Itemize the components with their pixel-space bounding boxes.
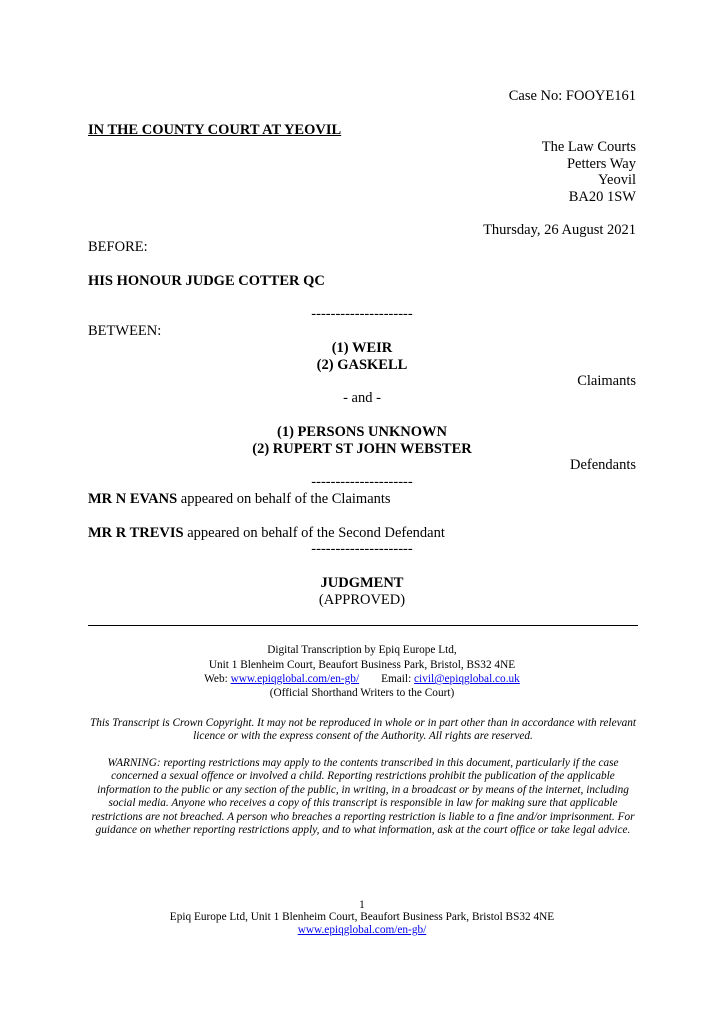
web-link[interactable]: www.epiqglobal.com/en-gb/ [230,673,360,685]
court-address-line: BA20 1SW [568,189,636,205]
footer-company: Epiq Europe Ltd, Unit 1 Blenheim Court, Beaufort Business Park, Bristol BS32 4NE [169,911,555,923]
copyright-notice: This Transcript is Crown Copyright. It may not be reproduced in whole or in part other than in accordance with relevant licence or with the express consent of the Authority. All rights are reserved. [89,717,637,743]
separator: --------------------- [311,541,413,557]
defendant-name: (1) PERSONS UNKNOWN [277,424,447,440]
email-label: Email: [381,673,415,685]
transcription-line: Unit 1 Blenheim Court, Beaufort Business Park, Bristol, BS32 4NE [208,659,516,671]
appearance-claimants [88,491,391,508]
case-number: Case No: FOOYE161 [508,88,636,104]
judge-name: HIS HONOUR JUDGE COTTER QC [88,273,325,289]
footer-link-line [0,923,724,937]
web-label: Web: [204,673,231,685]
appearance-text: appeared on behalf of the Claimants [177,491,391,507]
appearance-defendant [88,525,445,542]
transcription-contact [0,672,724,686]
transcription-line: Digital Transcription by Epiq Europe Ltd, [267,644,457,656]
and-label: - and - [343,390,381,406]
claimant-name: (2) GASKELL [316,357,408,373]
court-address-line: Yeovil [597,172,636,188]
page-number: 1 [359,899,365,911]
transcription-line: (Official Shorthand Writers to the Court) [269,687,455,699]
court-address-line: Petters Way [566,156,636,172]
judgment-status: (APPROVED) [318,592,406,608]
defendants-label: Defendants [569,457,636,473]
email-link[interactable]: civil@epiqglobal.co.uk [414,673,520,685]
separator: --------------------- [311,474,413,490]
between-label: BETWEEN: [88,323,162,339]
hearing-date: Thursday, 26 August 2021 [483,222,636,238]
before-label: BEFORE: [88,239,148,255]
counsel-name: MR N EVANS [88,491,178,507]
court-name: IN THE COUNTY COURT AT YEOVIL [88,122,342,138]
court-address-line: The Law Courts [541,139,636,155]
counsel-name: MR R TREVIS [88,525,184,541]
warning-notice: WARNING: reporting restrictions may apply to the contents transcribed in this document, particularly if the case concerned a sexual offence or involved a child. Reporting restrictions prohibit the publication of the applicable information to the public or any section of the public, in writing, in a broadcast or by means of the internet, including social media. Anyone who receives a copy of this transcript is responsible in law for making sure that applicable restrictions are not breached. A person who breaches a reporting restriction is liable to a fine and/or imprisonment. For guidance on whether reporting restrictions apply, and to what information, ask at the court office or take legal advice. [91,757,635,837]
claimants-label: Claimants [577,373,636,389]
claimant-name: (1) WEIR [331,340,393,356]
footer-link[interactable]: www.epiqglobal.com/en-gb/ [297,924,427,936]
separator: --------------------- [311,306,413,322]
judgment-title: JUDGMENT [320,575,404,591]
defendant-name: (2) RUPERT ST JOHN WEBSTER [252,441,472,457]
appearance-text: appeared on behalf of the Second Defendant [183,525,445,541]
divider [88,625,638,626]
